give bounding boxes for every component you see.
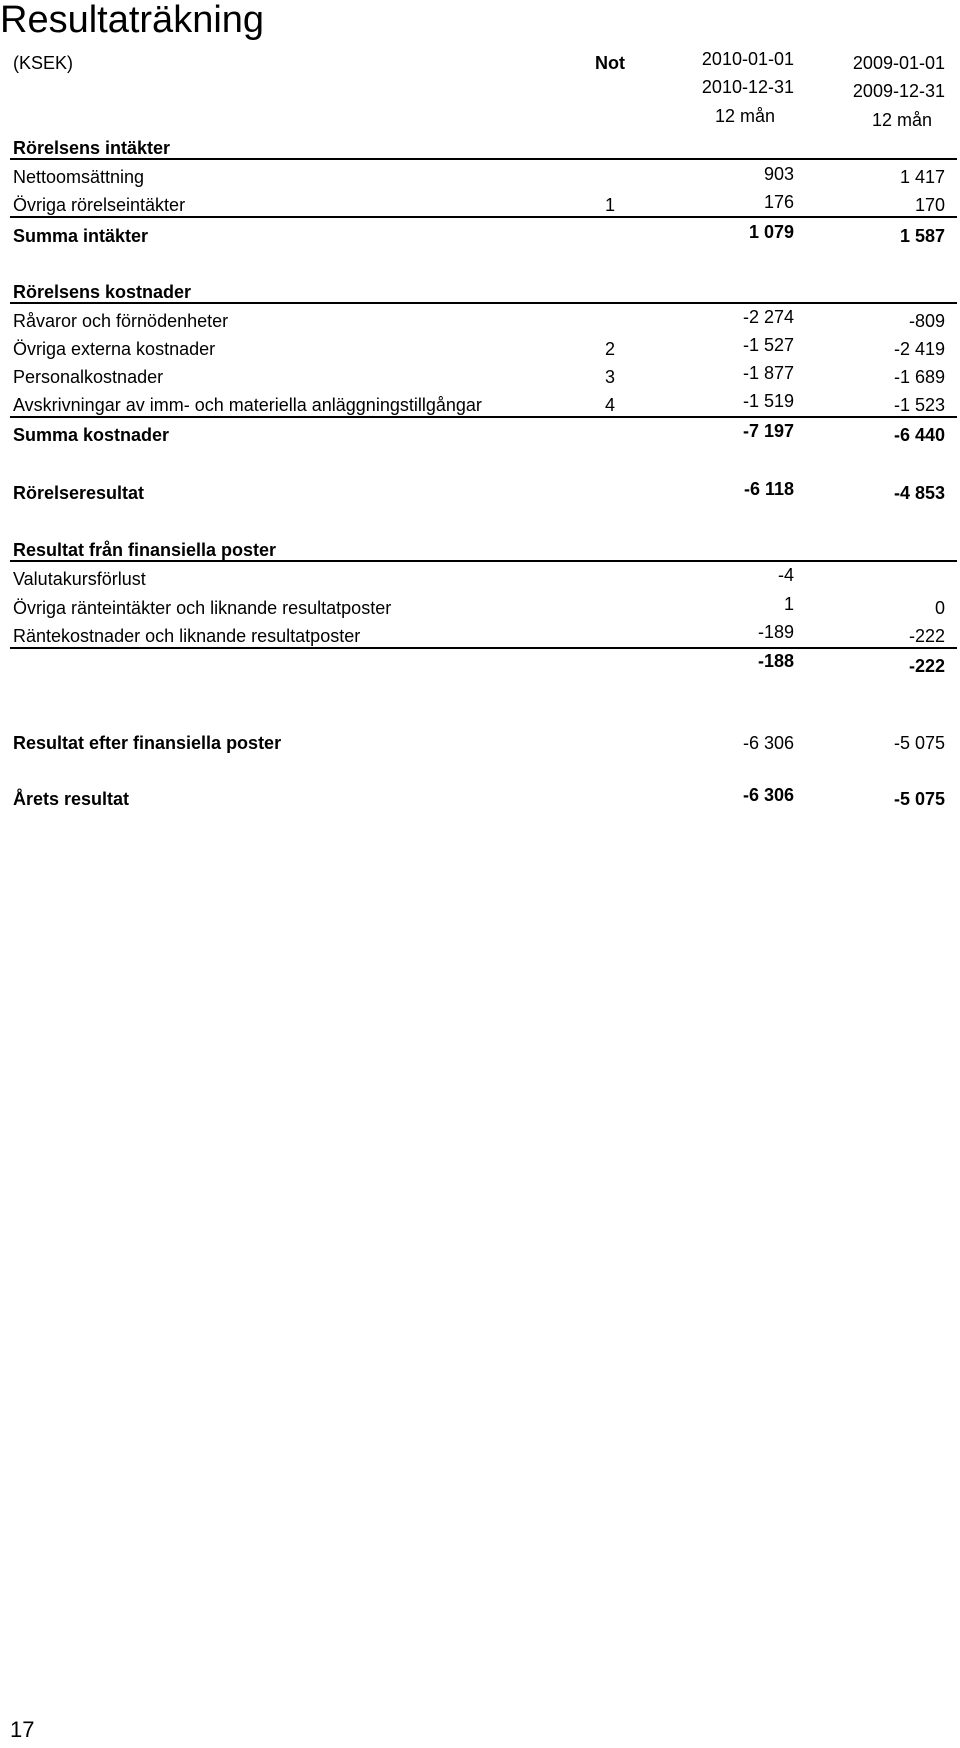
value-2010-ranteintakter: 1 [783, 594, 794, 614]
value-2010-avskrivningar: -1 519 [742, 391, 794, 411]
section-heading-intakter: Rörelsens intäkter [13, 138, 171, 158]
value-2010-rorelseresultat: -6 118 [743, 479, 794, 499]
value-2009-nettoomsattning: 1 417 [899, 167, 945, 187]
value-2010-arets-resultat: -6 306 [742, 785, 794, 805]
page-title: Resultaträkning [0, 0, 265, 41]
divider [10, 647, 957, 649]
value-2009-rantekostnader: -222 [908, 626, 945, 646]
col2-to-date: 2009-12-31 [852, 81, 945, 101]
divider [10, 560, 957, 562]
value-2010-personalkostnader: -1 877 [742, 363, 794, 383]
section-heading-finansiella-poster: Resultat från finansiella poster [13, 540, 277, 560]
col1-period: 12 mån [714, 106, 775, 126]
col2-from-date: 2009-01-01 [852, 53, 945, 73]
value-2009-summa-kostnader: -6 440 [893, 425, 945, 445]
row-label-ravaror: Råvaror och förnödenheter [13, 311, 229, 331]
row-label-summa-kostnader: Summa kostnader [13, 425, 170, 445]
note-personalkostnader: 3 [604, 367, 615, 387]
note-ovriga-externa-kostnader: 2 [604, 339, 615, 359]
value-2009-ravaror: -809 [908, 311, 945, 331]
value-2010-ravaror: -2 274 [742, 307, 794, 327]
divider [10, 416, 957, 418]
divider [10, 302, 957, 304]
value-2009-personalkostnader: -1 689 [893, 367, 945, 387]
row-label-ovriga-externa-kostnader: Övriga externa kostnader [13, 339, 216, 359]
row-label-ovriga-rorelseintakter: Övriga rörelseintäkter [13, 195, 186, 215]
value-2009-summa-intakter: 1 587 [899, 226, 945, 246]
value-2009-finansiella-summa: -222 [908, 656, 945, 676]
col1-to-date: 2010-12-31 [701, 77, 794, 97]
row-label-valutakursforlust: Valutakursförlust [13, 569, 146, 589]
value-2010-rantekostnader: -189 [757, 622, 794, 642]
row-label-resultat-efter-finansiella-poster: Resultat efter finansiella poster [13, 733, 282, 753]
value-2009-resultat-efter-finansiella-poster: -5 075 [893, 733, 945, 753]
value-2010-ovriga-externa-kostnader: -1 527 [742, 335, 794, 355]
value-2010-summa-intakter: 1 079 [748, 222, 794, 242]
note-avskrivningar: 4 [604, 395, 615, 415]
col2-period: 12 mån [871, 110, 932, 130]
value-2010-summa-kostnader: -7 197 [742, 421, 794, 441]
row-label-arets-resultat: Årets resultat [13, 789, 130, 809]
value-2010-resultat-efter-finansiella-poster: -6 306 [742, 733, 794, 753]
row-label-avskrivningar: Avskrivningar av imm- och materiella anläggningstillgångar [13, 395, 482, 415]
value-2009-rorelseresultat: -4 853 [893, 483, 945, 503]
value-2009-ovriga-rorelseintakter: 170 [914, 195, 945, 215]
row-label-personalkostnader: Personalkostnader [13, 367, 164, 387]
section-heading-kostnader: Rörelsens kostnader [13, 282, 192, 302]
value-2010-ovriga-rorelseintakter: 176 [763, 192, 794, 212]
value-2010-nettoomsattning: 903 [763, 164, 794, 184]
row-label-rantekostnader: Räntekostnader och liknande resultatposter [13, 626, 361, 646]
value-2010-valutakursforlust: -4 [777, 565, 794, 585]
value-2009-ranteintakter: 0 [934, 598, 945, 618]
value-2009-arets-resultat: -5 075 [893, 789, 945, 809]
row-label-summa-intakter: Summa intäkter [13, 226, 149, 246]
page-number: 17 [10, 1717, 35, 1742]
divider [10, 216, 957, 218]
value-2009-avskrivningar: -1 523 [893, 395, 945, 415]
value-2010-finansiella-summa: -188 [757, 651, 794, 671]
note-ovriga-rorelseintakter: 1 [604, 195, 615, 215]
col1-from-date: 2010-01-01 [701, 49, 794, 69]
unit-label: (KSEK) [13, 53, 74, 73]
row-label-ranteintakter: Övriga ränteintäkter och liknande resultatposter [13, 598, 392, 618]
divider [10, 158, 957, 160]
row-label-rorelseresultat: Rörelseresultat [13, 483, 145, 503]
not-header: Not [595, 53, 625, 73]
value-2009-ovriga-externa-kostnader: -2 419 [893, 339, 945, 359]
row-label-nettoomsattning: Nettoomsättning [13, 167, 145, 187]
